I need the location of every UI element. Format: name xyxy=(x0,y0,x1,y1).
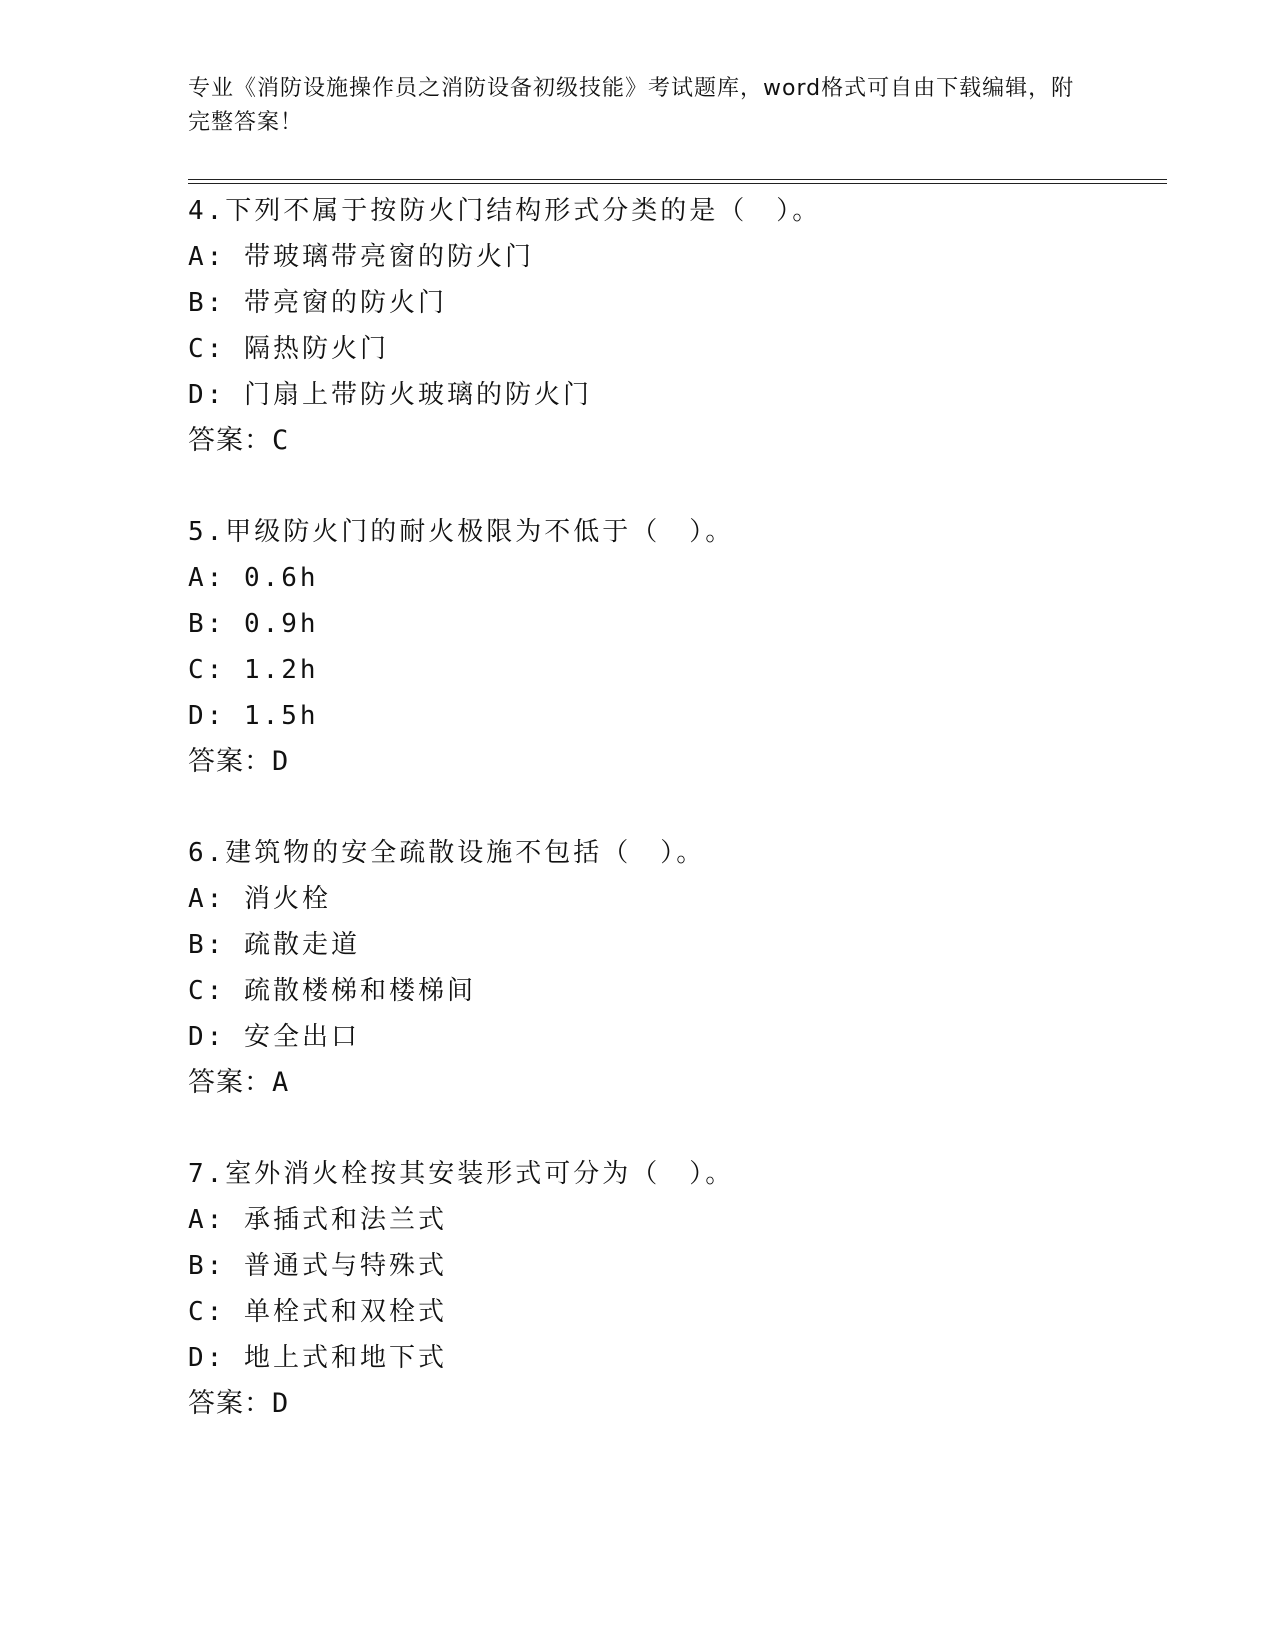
option-label: D: xyxy=(188,380,226,410)
option-a xyxy=(188,555,1168,601)
question-block xyxy=(188,188,1168,509)
option-b xyxy=(188,280,1168,326)
option-text: 普通式与特殊式 xyxy=(243,1251,447,1281)
option-c xyxy=(188,326,1168,372)
option-text: 安全出口 xyxy=(243,1022,360,1052)
option-a xyxy=(188,876,1168,922)
option-text: 疏散楼梯和楼梯间 xyxy=(243,976,476,1006)
option-label: B: xyxy=(188,930,226,960)
option-text: 带玻璃带亮窗的防火门 xyxy=(243,242,534,272)
answer-line xyxy=(188,418,1168,464)
option-c xyxy=(188,1289,1168,1335)
answer-line xyxy=(188,1381,1168,1427)
option-label: C: xyxy=(188,976,226,1006)
option-text: 门扇上带防火玻璃的防火门 xyxy=(243,380,592,410)
option-c xyxy=(188,968,1168,1014)
option-label: D: xyxy=(188,1343,226,1373)
question-list xyxy=(188,188,1168,1472)
option-b xyxy=(188,1243,1168,1289)
option-text: 地上式和地下式 xyxy=(243,1343,447,1373)
answer-label: 答案： xyxy=(188,746,272,777)
question-stem: 4.下列不属于按防火门结构形式分类的是（ ）。 xyxy=(188,196,822,226)
answer-value: A xyxy=(272,1067,290,1098)
option-label: D: xyxy=(188,1022,226,1052)
option-label: A: xyxy=(188,1205,226,1235)
option-label: B: xyxy=(188,1251,226,1281)
option-text: 带亮窗的防火门 xyxy=(243,288,447,318)
option-c xyxy=(188,647,1168,693)
option-text: 疏散走道 xyxy=(243,930,360,960)
option-b xyxy=(188,601,1168,647)
document-header: 专业《消防设施操作员之消防设备初级技能》考试题库，word格式可自由下载编辑，附完整答案！ xyxy=(188,76,1075,135)
option-label: B: xyxy=(188,288,226,318)
option-a xyxy=(188,1197,1168,1243)
option-label: B: xyxy=(188,609,226,639)
option-d xyxy=(188,693,1168,739)
answer-value: C xyxy=(272,425,290,456)
question-block xyxy=(188,830,1168,1151)
answer-line xyxy=(188,739,1168,785)
option-label: C: xyxy=(188,334,226,364)
option-label: C: xyxy=(188,1297,226,1327)
answer-label: 答案： xyxy=(188,1067,272,1098)
question-stem: 7.室外消火栓按其安装形式可分为（ ）。 xyxy=(188,1159,735,1189)
question-stem: 5.甲级防火门的耐火极限为不低于（ ）。 xyxy=(188,517,735,547)
option-text: 1.5h xyxy=(243,701,319,731)
option-b xyxy=(188,922,1168,968)
question-block xyxy=(188,509,1168,830)
answer-label: 答案： xyxy=(188,425,272,456)
option-label: C: xyxy=(188,655,226,685)
answer-line xyxy=(188,1060,1168,1106)
option-label: A: xyxy=(188,242,226,272)
answer-value: D xyxy=(272,746,290,777)
option-text: 0.9h xyxy=(243,609,319,639)
option-text: 单栓式和双栓式 xyxy=(243,1297,447,1327)
option-label: A: xyxy=(188,884,226,914)
option-text: 承插式和法兰式 xyxy=(243,1205,447,1235)
option-text: 1.2h xyxy=(243,655,319,685)
header-divider xyxy=(188,179,1167,184)
option-d xyxy=(188,1335,1168,1381)
option-text: 消火栓 xyxy=(243,884,331,914)
option-text: 隔热防火门 xyxy=(243,334,389,364)
answer-label: 答案： xyxy=(188,1388,272,1419)
option-d xyxy=(188,1014,1168,1060)
option-text: 0.6h xyxy=(243,563,319,593)
answer-value: D xyxy=(272,1388,290,1419)
option-a xyxy=(188,234,1168,280)
option-label: A: xyxy=(188,563,226,593)
question-stem: 6.建筑物的安全疏散设施不包括（ ）。 xyxy=(188,838,706,868)
option-d xyxy=(188,372,1168,418)
option-label: D: xyxy=(188,701,226,731)
question-block xyxy=(188,1151,1168,1472)
